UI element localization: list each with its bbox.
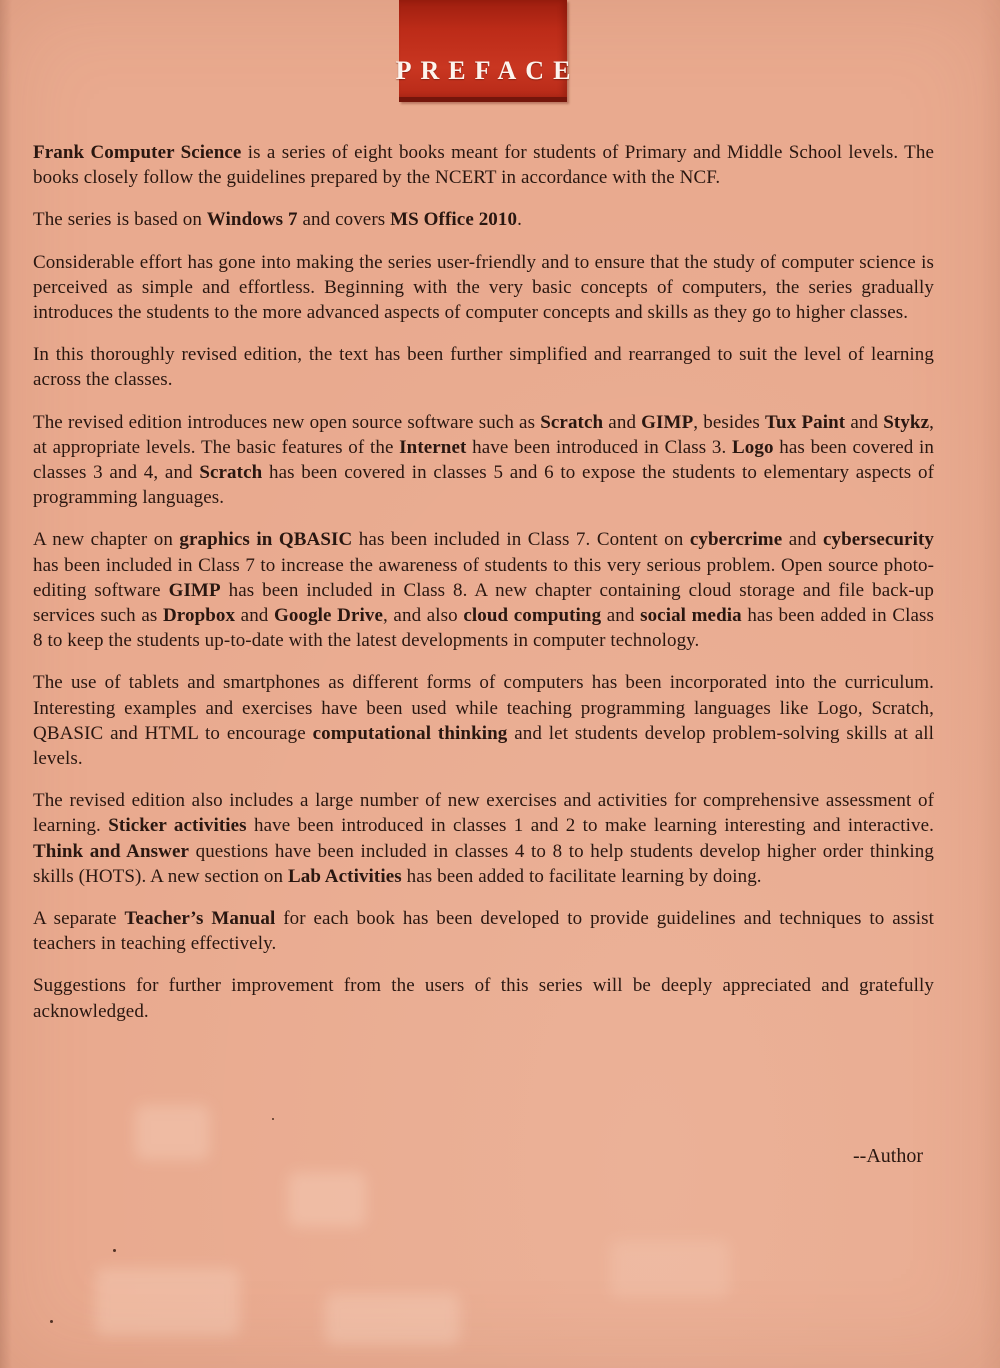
text-run: The use of tablets and smartphones as different forms of computers has been incorporated into the curriculum. Interesting examples and exercises have been used while teaching programming languages like Logo, Scratch, QBASIC and HTML to encourage xyxy=(33,672,934,744)
text-run: , and also xyxy=(383,605,464,627)
text-run: A new chapter on xyxy=(33,529,180,551)
text-run: . xyxy=(517,209,522,231)
text-run: The series is based on xyxy=(33,209,207,231)
text-run: and xyxy=(235,605,274,627)
bold-run: GIMP xyxy=(168,579,221,601)
text-run: The revised edition introduces new open source software such as xyxy=(33,411,541,433)
bold-run: Windows 7 xyxy=(206,209,298,231)
bold-run: Think and Answer xyxy=(33,840,190,862)
paragraph xyxy=(33,140,934,190)
bold-run: cybersecurity xyxy=(822,529,934,551)
paragraph xyxy=(33,906,934,956)
paragraph xyxy=(33,207,934,232)
paragraph xyxy=(33,410,934,511)
bold-run: graphics in QBASIC xyxy=(179,529,353,551)
text-run: and xyxy=(601,605,641,627)
text-run: Considerable effort has gone into making the series user-friendly and to ensure that the study of computer science is perceived as simple and effortless. Beginning with the very basic concepts of computers, the series gradually introduces the students to the more advanced aspects of computer concepts and skills as they go to higher classes. xyxy=(33,251,934,324)
bold-run: Teacher’s Manual xyxy=(124,908,276,930)
bold-run: Sticker activities xyxy=(108,815,247,837)
text-run: have been introduced in classes 1 and 2 to make learning interesting and interactive. xyxy=(246,815,934,837)
text-run: and xyxy=(845,411,884,433)
text-run: questions have been included in classes 4 to 8 to help students develop higher order thinking skills (HOTS). A new section on xyxy=(33,840,935,887)
showthrough-ghost xyxy=(135,1105,210,1160)
preface-body xyxy=(0,140,1000,1041)
page-title: PREFACE xyxy=(395,56,580,85)
text-run: and xyxy=(782,529,823,551)
bold-run: cloud computing xyxy=(463,605,602,627)
text-run: and xyxy=(603,411,642,433)
text-run: Suggestions for further improvement from the users of this series will be deeply appreciated and gratefully acknowledged. xyxy=(33,975,934,1022)
paragraph xyxy=(33,670,934,771)
bold-run: Stykz xyxy=(883,411,930,433)
showthrough-ghost xyxy=(288,1172,366,1227)
bold-run: Google Drive xyxy=(273,605,384,627)
text-run: In this thoroughly revised edition, the text has been further simplified and rearranged to suit the level of learning across the classes. xyxy=(33,344,934,391)
showthrough-ghost xyxy=(610,1240,730,1298)
text-run: has been included in Class 7. Content on xyxy=(352,529,690,551)
bold-run: Scratch xyxy=(199,462,263,484)
text-run: , at appropriate levels. The basic features of the xyxy=(33,411,934,458)
text-run: for each book has been developed to provide guidelines and techniques to assist teachers in teaching effectively. xyxy=(33,908,934,955)
bold-run: computational thinking xyxy=(312,722,508,744)
scan-speck xyxy=(113,1249,116,1252)
text-run: have been introduced in Class 3. xyxy=(466,436,733,458)
bold-run: Dropbox xyxy=(162,605,236,627)
author-signature: --Author xyxy=(853,1145,923,1167)
showthrough-ghost xyxy=(325,1293,460,1345)
text-run: is a series of eight books meant for students of Primary and Middle School levels. The books closely follow the guidelines prepared by the NCERT in accordance with the NCF. xyxy=(33,142,934,189)
paragraph xyxy=(33,342,934,392)
text-run: and let students develop problem-solving skills at all levels. xyxy=(33,722,934,770)
bold-run: Internet xyxy=(399,436,467,458)
bold-run: Scratch xyxy=(540,411,604,433)
showthrough-ghost xyxy=(95,1268,240,1336)
text-run: has been included in Class 7 to increase the awareness of students to this very serious problem. Open source photo-editing software xyxy=(33,554,934,601)
paragraph xyxy=(33,250,934,326)
paragraph xyxy=(33,788,934,889)
text-run: has been added in Class 8 to keep the students up-to-date with the latest developments in computer technology. xyxy=(33,605,934,652)
bold-run: social media xyxy=(640,605,742,627)
text-run: , besides xyxy=(693,411,766,433)
paragraph xyxy=(33,527,934,653)
bold-run: MS Office 2010 xyxy=(390,209,518,231)
bold-run: cybercrime xyxy=(689,529,783,551)
scan-speck xyxy=(272,1118,274,1120)
text-run: The revised edition also includes a large number of new exercises and activities for comprehensive assessment of learning. xyxy=(33,790,934,837)
text-run: has been added to facilitate learning by doing. xyxy=(401,865,762,887)
scan-speck xyxy=(50,1320,53,1323)
text-run: and covers xyxy=(297,209,391,231)
text-run: A separate xyxy=(33,908,125,930)
text-run: has been included in Class 8. A new chapter containing cloud storage and file back-up services such as xyxy=(33,579,935,627)
preface-banner xyxy=(395,0,580,102)
text-run: has been covered in classes 5 and 6 to expose the students to elementary aspects of programming languages. xyxy=(33,462,934,509)
bold-run: Lab Activities xyxy=(287,865,402,887)
paragraph xyxy=(33,973,934,1023)
bold-run: Frank Computer Science xyxy=(33,142,242,163)
bold-run: Tux Paint xyxy=(765,411,846,433)
bold-run: GIMP xyxy=(641,411,694,433)
text-run: has been covered in classes 3 and 4, and xyxy=(33,436,934,484)
bold-run: Logo xyxy=(732,436,774,458)
